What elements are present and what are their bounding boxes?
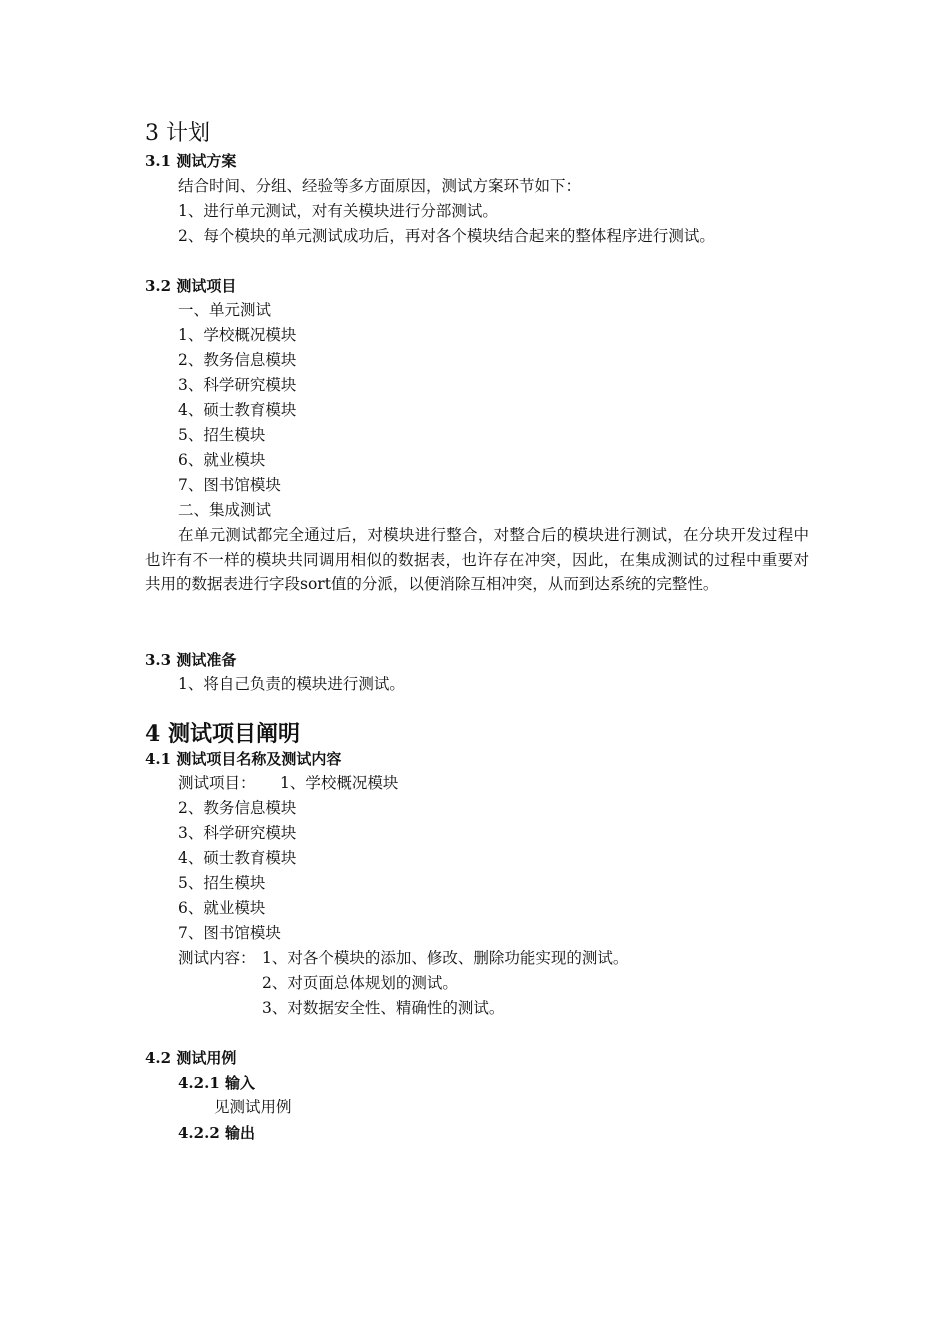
- list-item: 6、就业模块: [178, 451, 266, 469]
- list-item: 7、图书馆模块: [178, 476, 281, 494]
- section-3-2-heading: 3.2 测试项目: [145, 277, 237, 295]
- list-item: 2、对页面总体规划的测试。: [262, 974, 458, 992]
- section-4-2-heading: 4.2 测试用例: [145, 1049, 237, 1067]
- test-items-label: 测试项目：: [178, 774, 256, 792]
- text-line: 1、进行单元测试，对有关模块进行分部测试。: [178, 202, 498, 220]
- list-item: 3、对数据安全性、精确性的测试。: [262, 999, 505, 1017]
- text-line: 结合时间、分组、经验等多方面原因，测试方案环节如下：: [178, 177, 582, 195]
- section-3-3-heading: 3.3 测试准备: [145, 651, 237, 669]
- section-3-heading: 3 计划: [145, 121, 210, 146]
- list-item: 4、硕士教育模块: [178, 849, 297, 867]
- text-line: 2、每个模块的单元测试成功后，再对各个模块结合起来的整体程序进行测试。: [178, 227, 715, 245]
- list-item: 二、集成测试: [178, 501, 272, 519]
- list-item: 1、学校概况模块: [280, 774, 399, 792]
- list-item: 6、就业模块: [178, 899, 266, 917]
- text-line: 见测试用例: [214, 1098, 292, 1116]
- section-3-1-heading: 3.1 测试方案: [145, 152, 237, 170]
- list-item: 一、单元测试: [178, 301, 272, 319]
- section-4-2-2-heading: 4.2.2 输出: [178, 1124, 255, 1142]
- list-item: 3、科学研究模块: [178, 376, 297, 394]
- list-item: 2、教务信息模块: [178, 799, 297, 817]
- list-item: 7、图书馆模块: [178, 924, 281, 942]
- test-content-label: 测试内容：: [178, 949, 256, 967]
- section-4-1-heading: 4.1 测试项目名称及测试内容: [145, 750, 342, 768]
- list-item: 5、招生模块: [178, 874, 266, 892]
- section-4-heading: 4 测试项目阐明: [145, 721, 300, 747]
- text-line: 1、将自己负责的模块进行测试。: [178, 675, 405, 693]
- list-item: 2、教务信息模块: [178, 351, 297, 369]
- list-item: 4、硕士教育模块: [178, 401, 297, 419]
- integration-test-paragraph: 在单元测试都完全通过后，对模块进行整合，对整合后的模块进行测试，在分块开发过程中也许有不一样的模块共同调用相似的数据表，也许存在冲突，因此，在集成测试的过程中重要对共用的数据表进行字段sort值的分派，以便消除互相冲突，从而到达系统的完整性。: [145, 526, 809, 593]
- list-item: 3、科学研究模块: [178, 824, 297, 842]
- list-item: 5、招生模块: [178, 426, 266, 444]
- list-item: 1、学校概况模块: [178, 326, 297, 344]
- list-item: 1、对各个模块的添加、修改、删除功能实现的测试。: [262, 949, 629, 967]
- section-4-2-1-heading: 4.2.1 输入: [178, 1074, 255, 1092]
